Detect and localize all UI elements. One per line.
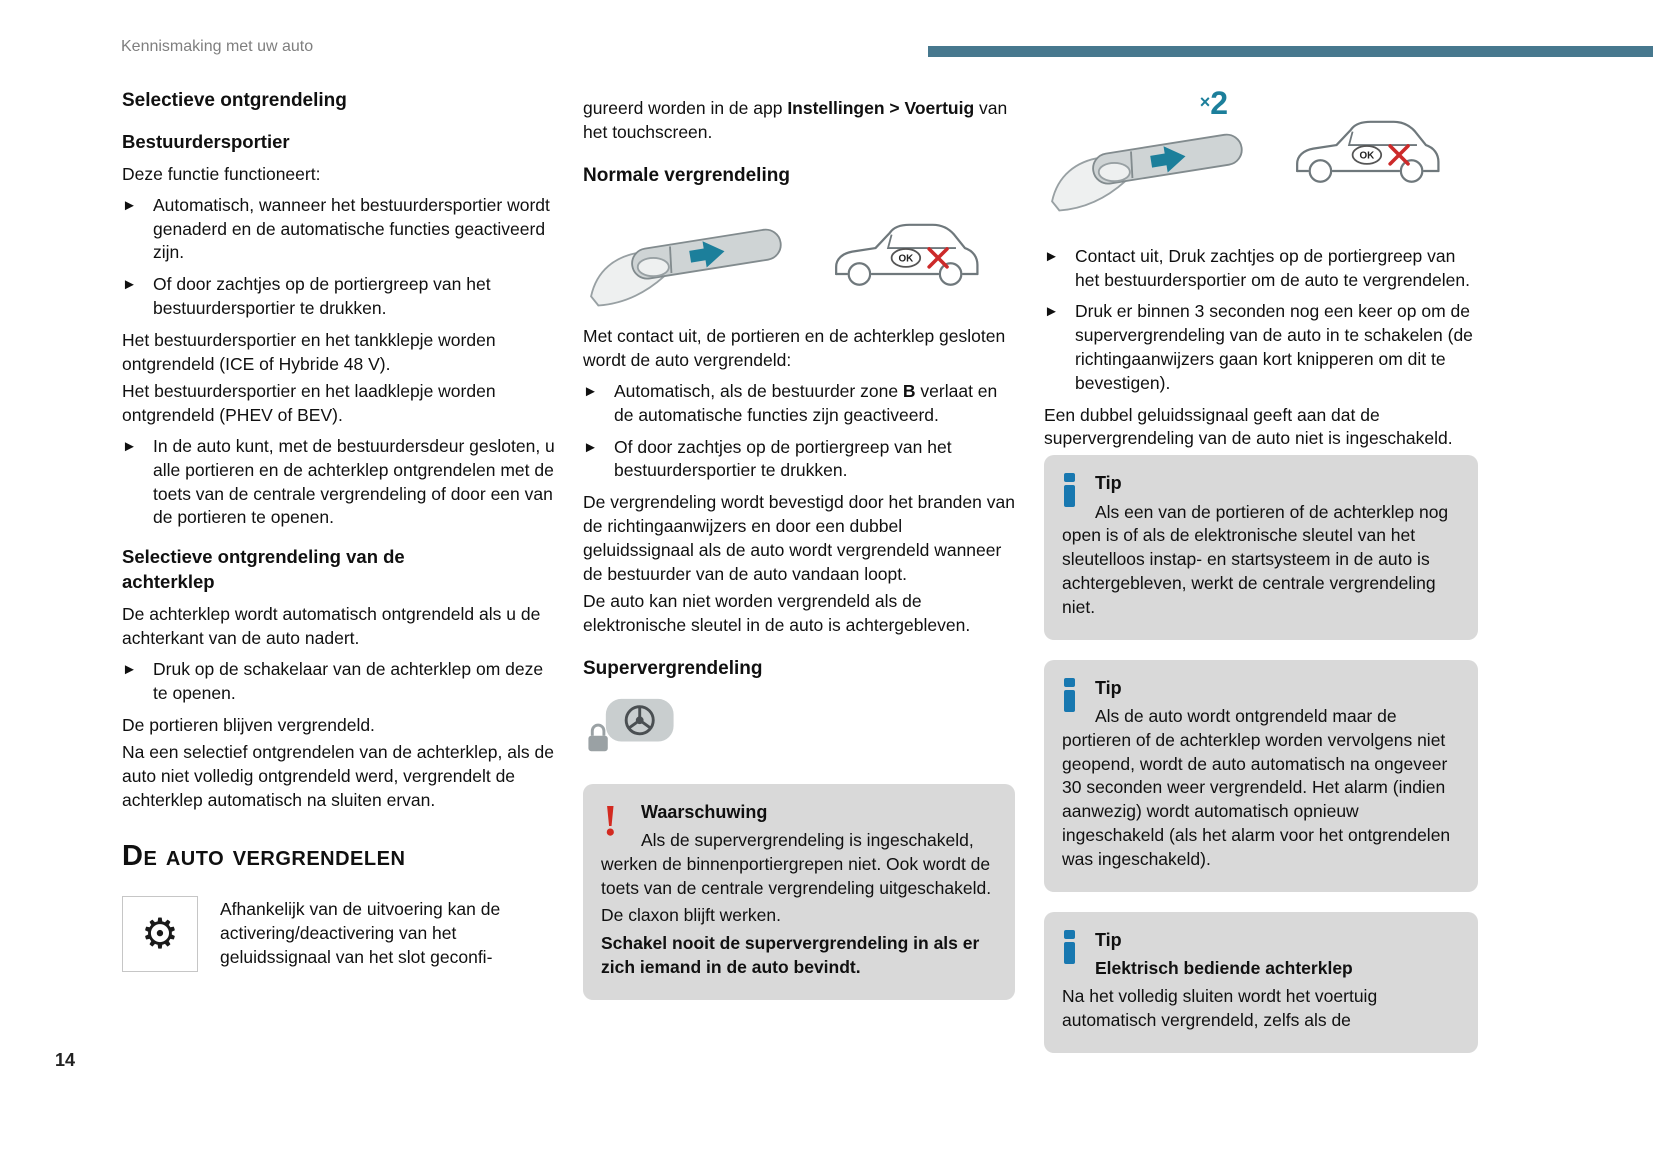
heading-lock-the-car: De auto vergrendelen [122,839,406,872]
tip-box-2 [1044,660,1478,892]
heading-tailgate-unlocking: Selectieve ontgrendeling van de achterklep [122,546,405,593]
car-lock-illustration [1290,113,1442,195]
key-remote-illustration [583,203,795,311]
page-number: 14 [55,1050,76,1070]
accent-bar [928,46,1653,57]
text-run-bold: Instellingen > Voertuig [787,98,975,118]
bullet-item [122,273,562,321]
running-header: Kennismaking met uw auto [121,38,314,55]
svg-text:OK: OK [898,253,914,265]
steering-wheel-lock-icon [583,697,679,757]
text-run: verlaat en de automatische functies zijn geactiveerd. [614,381,998,425]
deadlocking-figure [1044,86,1478,223]
heading-deadlocking: Supervergrendeling [583,657,763,679]
paragraph-doors-locked: De portieren blijven vergrendeld. [122,714,375,735]
info-icon [1064,678,1077,712]
bullet-arrow-icon: ► [122,196,137,214]
normal-locking-figure [583,203,1015,311]
paragraph-double-signal: Een dubbel geluidssignaal geeft aan dat de supervergrendeling van de auto niet is ingeschakeld. [1044,404,1453,449]
text-run-bold: B [902,381,916,402]
bullet-text: In de auto kunt, met de bestuurdersdeur gesloten, u alle portieren en de achterklep ontgrendelen met de toets van de centrale vergrendeling of door een van de portieren te openen. [153,435,555,528]
paragraph-ice-unlock: Het bestuurdersportier en het tankklepje worden ontgrendeld (ICE of Hybride 48 V). [122,329,496,374]
bullet-text: Of door zachtjes op de portiergreep van het bestuurdersportier te drukken. [153,274,491,318]
config-note [122,896,562,973]
bullet-item [583,380,1015,428]
text-run: Automatisch, als de bestuurder zone [614,381,903,402]
ok-badge [892,249,921,267]
bullet-arrow-icon: ► [583,438,598,456]
svg-text:OK: OK [1359,150,1375,162]
bullet-text: Of door zachtjes op de portiergreep van het bestuurdersportier te drukken. [614,436,952,481]
text-run: van het touchscreen. [583,98,1008,142]
paragraph-key-inside: De auto kan niet worden vergrendeld als de elektronische sleutel in de auto is achtergebleven. [583,591,971,636]
x2-number: 2 [1210,85,1228,121]
bullet-arrow-icon: ► [122,437,137,455]
x2-label [1200,82,1228,126]
gear-icon: ⚙ [141,910,179,958]
bullet-text [614,380,1015,428]
tip-title: Tip [1095,677,1122,698]
continuation-paragraph [583,97,1015,145]
paragraph-lock-confirm: De vergrendeling wordt bevestigd door het branden van de richtingaanwijzers en door een dubbel geluidssignaal als de auto wordt vergrendeld wanneer de bestuurder van de auto vandaan loopt. [583,492,1015,584]
tip-box-3 [1044,912,1478,1053]
bullet-item [583,436,1015,484]
ok-badge [1353,146,1382,164]
bullet-arrow-icon: ► [1044,303,1059,321]
car-lock-illustration [829,216,981,298]
warning-title: Waarschuwing [641,801,768,822]
tip-title: Tip [1095,473,1122,494]
bullet-text: Contact uit, Druk zachtjes op de portiergreep van het bestuurdersportier om de auto te vergrendelen. [1075,245,1470,290]
warning-body: Als de supervergrendeling is ingeschakeld, werken de binnenportiergrepen niet. Ook wordt de toets van de centrale vergrendeling uitgeschakeld. [601,830,992,898]
bullet-arrow-icon: ► [583,383,598,401]
warning-box [583,784,1015,1000]
paragraph-function-intro: Deze functie functioneert: [122,163,321,184]
heading-driver-door: Bestuurdersportier [122,130,290,152]
deadlock-icon [583,697,1015,764]
paragraph-locking-intro: Met contact uit, de portieren en de achterklep gesloten wordt de auto vergrendeld: [583,326,1006,371]
tip-title: Tip [1095,929,1122,950]
bullet-item [122,435,562,530]
bullet-text: Automatisch, wanneer het bestuurdersportier wordt genaderd en de automatische functies geactiveerd zijn. [153,194,550,263]
tip-box-1 [1044,455,1478,639]
bullet-text: Druk op de schakelaar van de achterklep om deze te openen. [153,659,544,703]
bullet-item [1044,245,1478,293]
times-sign: × [1199,92,1211,112]
bullet-arrow-icon: ► [122,661,137,679]
config-text: Afhankelijk van de uitvoering kan de activering/deactivering van het geluidssignaal van het slot geconfi- [220,899,501,967]
tip-subtitle: Elektrisch bediende achterklep [1095,958,1353,979]
bullet-arrow-icon: ► [122,276,137,294]
text-run: gureerd worden in de app [583,98,788,118]
warning-icon: ! [603,795,618,845]
gear-icon-box [122,896,198,972]
warning-body: De claxon blijft werken. [601,905,781,926]
bullet-item [1044,300,1478,395]
key-remote-with-x2 [1044,86,1256,223]
column-left [122,88,562,974]
paragraph-relock: Na een selectief ontgrendelen van de achterklep, als de auto niet volledig ontgrendeld werd, vergrendelt de achterklep automatisch na sluiten ervan. [122,742,554,811]
bullet-arrow-icon: ► [1044,247,1059,265]
tip-body: Als de auto wordt ontgrendeld maar de portieren of de achterklep worden vervolgens niet geopend, wordt de auto automatisch na ongeveer 30 seconden weer vergrendeld. Het alarm (indien aanwezig) wordt automatisch opnieuw ingeschakeld (als het alarm voor het ontgrendelen was ingeschakeld). [1062,706,1451,869]
paragraph-tailgate: De achterklep wordt automatisch ontgrendeld als u de achterkant van de auto nadert. [122,604,541,649]
column-middle [583,97,1015,1020]
warning-bold-note: Schakel nooit de supervergrendeling in als er zich iemand in de auto bevindt. [601,933,980,978]
heading-selective-unlocking: Selectieve ontgrendeling [122,90,347,111]
column-right [1044,86,1478,1073]
heading-normal-locking: Normale vergrendeling [583,164,790,186]
bullet-item [122,194,562,265]
bullet-text: Druk er binnen 3 seconden nog een keer op om de supervergrendeling van de auto in te schakelen (de richtingaanwijzers gaan kort knipperen om dit te bevestigen). [1075,301,1473,393]
tip-body: Na het volledig sluiten wordt het voertuig automatisch vergrendeld, zelfs als de [1062,985,1378,1030]
bullet-item [122,658,562,706]
paragraph-phev-unlock: Het bestuurdersportier en het laadklepje worden ontgrendeld (PHEV of BEV). [122,381,496,426]
tip-body: Als een van de portieren of de achterklep nog open is of als de elektronische sleutel van het sleutelloos instap- en startsysteem in de auto is achtergebleven, werkt de centrale vergrendeling niet. [1062,501,1449,617]
info-icon [1064,473,1077,507]
info-icon [1064,930,1077,964]
